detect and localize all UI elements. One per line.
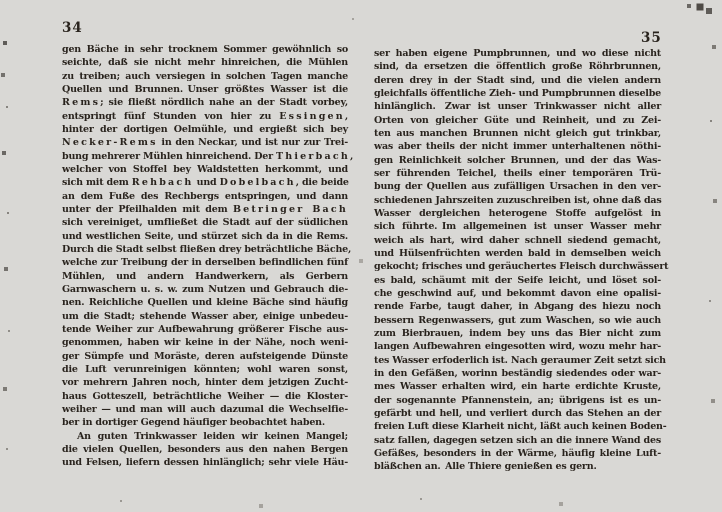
text-line: es bald, schäumt mit der Seife leicht, und löset sol-	[374, 274, 661, 286]
text-line: bessern Regenwassers, gut zum Waschen, so wie auch	[374, 314, 661, 326]
text-line: welcher von Stoffel bey Waldstetten herkommt, und	[62, 163, 348, 175]
text-line: sind, da ersetzen die öffentlich große Röhrbrunnen,	[374, 61, 661, 73]
text-line: und westlichen Seite, und stürzet sich da in die Rems.	[62, 230, 348, 242]
text-line: unter der Pfeilhalden mit dem Betringer Bach	[62, 203, 348, 215]
text-line: sich führte. Im allgemeinen ist unser Wasser mehr	[374, 221, 661, 233]
text-line: ger Sümpfe und Moräste, deren aufsteigende Dünste	[62, 350, 348, 362]
text-line: Quellen und Brunnen. Unser größtes Wasser ist die	[62, 83, 348, 95]
letterspaced-name: Dobelbach	[219, 177, 296, 189]
text-line: hinter der dortigen Oelmühle, und ergießt sich bey	[62, 123, 348, 135]
text-line: um die Stadt; stehende Wasser aber, einige unbedeu-	[62, 310, 348, 322]
text-line: die vielen Quellen, besonders aus den nahen Bergen	[62, 443, 348, 455]
page-number-right: 35	[641, 30, 662, 46]
text-line: Durch die Stadt selbst fließen drey beträchtliche Bäche,	[62, 243, 352, 255]
text-line: hinlänglich. Zwar ist unser Trinkwasser nicht aller	[374, 101, 661, 113]
text-line: deren drey in der Stadt sind, und die vielen andern	[374, 74, 661, 86]
text-line: gekocht; frisches und geräuchertes Fleisch durchwässert	[374, 261, 669, 273]
text-line: zu treiben; auch versiegen in solchen Tagen manche	[62, 70, 348, 82]
text-line: entspringt fünf Stunden von hier zu Essingen,	[62, 110, 348, 122]
text-line: bung mehrerer Mühlen hinreichend. Der Thierbach,	[62, 150, 354, 162]
text-line: weich als hart, wird daher schnell siedend gemacht,	[374, 234, 661, 246]
text-line: gefärbt und hell, und verliert durch das Stehen an der	[374, 407, 661, 419]
text-line: die Luft verunreinigen könnten; wohl waren sonst,	[62, 363, 348, 375]
text-line: rende Farbe, taugt daher, in Abgang des hiezu noch	[374, 301, 661, 313]
page-number-left: 34	[62, 20, 83, 36]
text-line: und Hülsenfrüchten werden bald in demselben weich	[374, 247, 661, 259]
text-line: ten aus manchen Brunnen nicht gleich gut trinkbar,	[374, 127, 661, 139]
text-line: sich vereiniget, umfließet die Stadt auf der südlichen	[62, 217, 348, 229]
text-line: Rems; sie fließt nördlich nahe an der Stadt vorbey,	[62, 97, 348, 109]
text-line: mes Wasser erhalten wird, ein harte erdichte Kruste,	[374, 381, 661, 393]
text-line: tende Weiher zur Aufbewahrung größerer Fische aus-	[62, 323, 348, 335]
text-line: che geschwind auf, und bekommt davon eine opalisi-	[374, 287, 661, 299]
text-line: gen Bäche in sehr trocknem Sommer gewöhnlich so	[62, 44, 348, 55]
letterspaced-name: Necker-Rems	[62, 137, 158, 149]
text-line: Gefäßes, besonders in der Wärme, häufig kleine Luft-	[374, 447, 661, 459]
text-line: was aber theils der nicht immer unterhaltenen nöthi-	[374, 141, 661, 153]
text-line: ser haben eigene Pumpbrunnen, und wo diese nicht	[374, 48, 661, 59]
letterspaced-name: Rems	[62, 97, 101, 109]
page-35-text-block	[374, 47, 669, 474]
text-line: Mühlen, und andern Handwerkern, als Gerbern	[62, 270, 348, 282]
text-line: Orten von gleicher Güte und Reinheit, und zu Zei-	[374, 114, 661, 126]
text-line: ber in dortiger Gegend häufiger beobachtet haben.	[62, 417, 325, 429]
text-line: sich mit dem Rehbach und Dobelbach, die beide	[62, 177, 349, 189]
text-line: weiher — und man will auch dazumal die Wechselfie-	[62, 403, 348, 415]
text-line: gleichfalls öffentliche Zieh- und Pumpbrunnen dieselbe	[374, 87, 661, 99]
text-line: vor mehrern Jahren noch, hinter dem jetzigen Zucht-	[62, 377, 348, 389]
text-line: haus Gotteszell, beträchtliche Weiher — die Kloster-	[62, 390, 348, 402]
text-line: seichte, daß sie nicht mehr hinreichen, die Mühlen	[62, 57, 348, 69]
text-line: und Felsen, liefern dessen hinlänglich; sehr viele Häu-	[62, 457, 348, 469]
letterspaced-name: Essingen	[279, 110, 345, 122]
text-line: ser führenden Teichel, theils einer temporären Trü-	[374, 167, 661, 179]
text-line: nen. Reichliche Quellen und kleine Bäche sind häufig	[62, 297, 348, 309]
text-line: freien Luft diese Klarheit nicht, läßt auch keinen Boden-	[374, 421, 667, 433]
text-line: Wasser dergleichen heterogene Stoffe aufgelöst in	[374, 207, 661, 219]
text-line: schiedenen Jahrszeiten zuzuschreiben ist, ohne daß das	[374, 194, 662, 206]
text-line: An guten Trinkwasser leiden wir keinen Mangel;	[77, 430, 348, 442]
text-line: Garnwaschern u. s. w. zum Nutzen und Gebrauch die-	[62, 283, 348, 295]
letterspaced-name: Rehbach	[131, 177, 194, 189]
text-line: in den Gefäßen, worinn beständig siedendes oder war-	[374, 367, 661, 379]
text-line: gen Reinlichkeit solcher Brunnen, und der das Was-	[374, 154, 661, 166]
letterspaced-name: Thierbach	[276, 150, 350, 162]
letterspaced-name: Betringer Bach	[232, 203, 348, 215]
text-line: an dem Fuße des Rechbergs entspringen, und dann	[62, 190, 348, 202]
text-line: tes Wasser erfoderlich ist. Nach geraumer Zeit setzt sich	[374, 354, 666, 366]
page-34-text-block	[62, 43, 354, 470]
text-line: Necker-Rems in den Neckar, und ist nur zur Trei-	[62, 137, 348, 149]
scan-noise-specks	[0, 0, 2, 2]
text-line: genommen, haben wir keine in der Nähe, noch weni-	[62, 337, 348, 349]
text-line: welche zur Treibung der in derselben befindlichen fünf	[62, 257, 348, 269]
text-line: satz fallen, dagegen setzen sich an die innere Wand des	[374, 434, 661, 446]
text-line: der sogenannte Pfannenstein, an; übrigens ist es un-	[374, 394, 661, 406]
text-line: zum Bierbrauen, indem bey uns das Bier nicht zum	[374, 327, 661, 339]
text-line: langen Aufbewahren eingesotten wird, wozu mehr har-	[374, 341, 661, 353]
text-line: bung der Quellen aus zufälligen Ursachen in den ver-	[374, 181, 661, 193]
text-line: bläßchen an. Alle Thiere genießen es gern.	[374, 461, 597, 473]
